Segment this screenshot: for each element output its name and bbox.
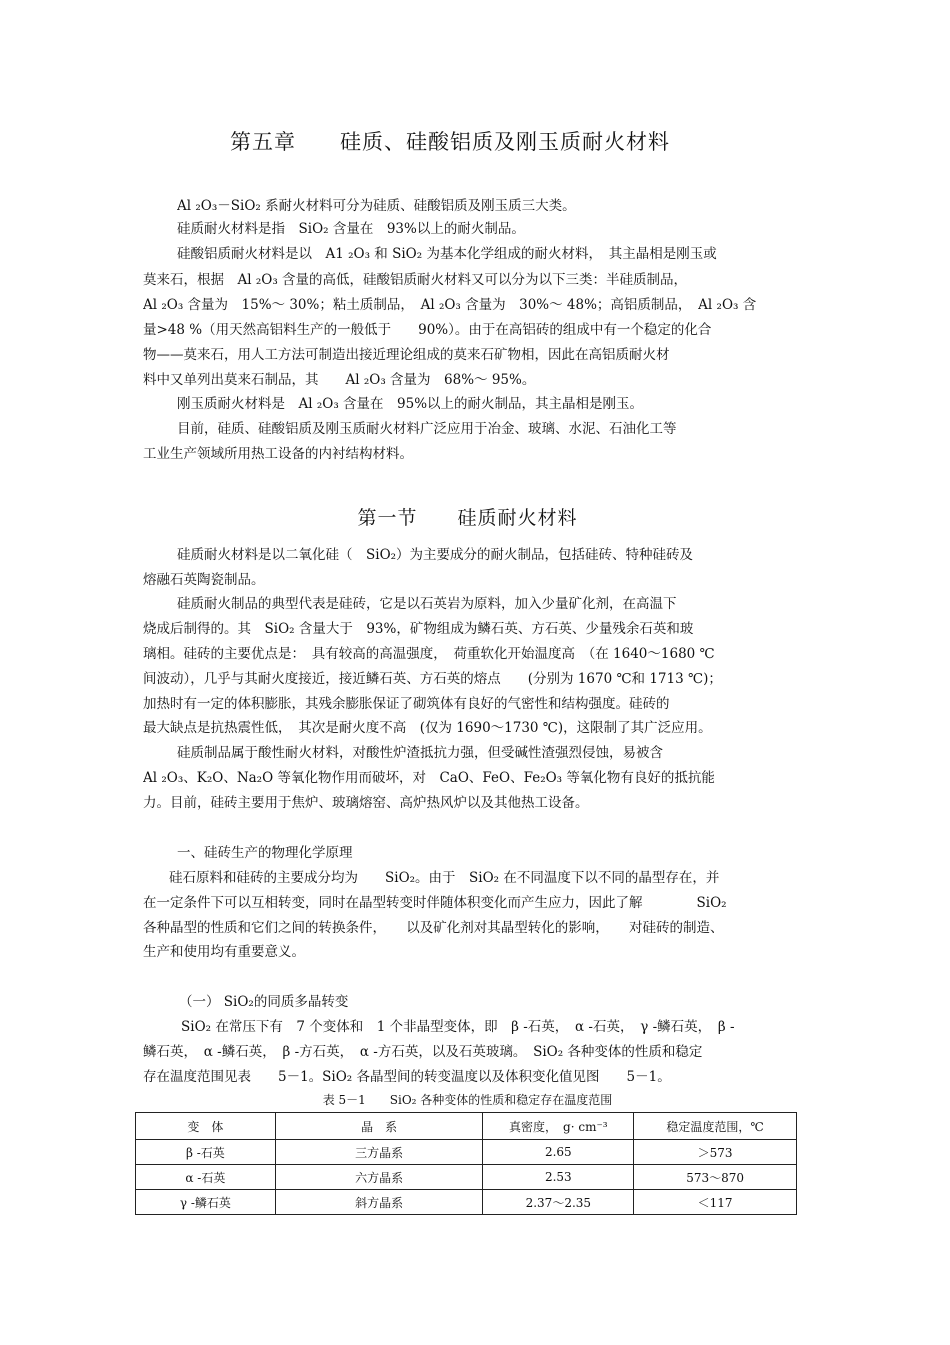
- table-cell: 2.37～2.35: [483, 1190, 634, 1215]
- table-cell: ＞573: [634, 1140, 797, 1165]
- paragraph-line: 料中又单列出莫来石制品，其 Al ₂O₃ 含量为 68%～ 95%。: [143, 372, 536, 388]
- column-header: 稳定温度范围，℃: [634, 1113, 797, 1140]
- paragraph-line: 间波动），几乎与其耐火度接近，接近鳞石英、方石英的熔点 (分别为 1670 ℃和 1713 ℃)；: [143, 671, 722, 687]
- table-cell: γ -鳞石英: [136, 1190, 276, 1215]
- subsection-heading: （一） SiO₂的同质多晶转变: [179, 994, 349, 1010]
- paragraph-line: 硅质耐火制品的典型代表是硅砖，它是以石英岩为原料，加入少量矿化剂，在高温下: [177, 596, 677, 612]
- table-cell: ＜117: [634, 1190, 797, 1215]
- paragraph-line: 最大缺点是抗热震性低， 其次是耐火度不高 (仅为 1690～1730 ℃)，这限制了其广泛应用。: [143, 720, 712, 736]
- column-header: 晶 系: [275, 1113, 483, 1140]
- table-cell: 六方晶系: [275, 1165, 483, 1190]
- paragraph-line: Al ₂O₃－SiO₂ 系耐火材料可分为硅质、硅酸铝质及刚玉质三大类。: [177, 198, 576, 214]
- paragraph-line: 烧成后制得的。其 SiO₂ 含量大于 93%，矿物组成为鳞石英、方石英、少量残余石英和玻: [143, 621, 694, 637]
- paragraph-line: Al ₂O₃ 含量为 15%～ 30%；粘土质制品， Al ₂O₃ 含量为 30%～ 48%；高铝质制品， Al ₂O₃ 含: [143, 297, 757, 313]
- paragraph-line: 物——莫来石，用人工方法可制造出接近理论组成的莫来石矿物相，因此在高铝质耐火材: [143, 347, 670, 363]
- paragraph-line: 目前，硅质、硅酸铝质及刚玉质耐火材料广泛应用于冶金、玻璃、水泥、石油化工等: [177, 421, 677, 437]
- paragraph-line: 生产和使用均有重要意义。: [143, 944, 305, 960]
- table-cell: 2.65: [483, 1140, 634, 1165]
- table-row: [136, 1190, 797, 1215]
- paragraph-line: 璃相。硅砖的主要优点是： 具有较高的高温强度， 荷重软化开始温度高 （在 1640～1680 ℃: [143, 646, 715, 662]
- column-header: 真密度， g· cm⁻³: [483, 1113, 634, 1140]
- paragraph-line: 鳞石英， α -鳞石英， β -方石英， α -方石英，以及石英玻璃。 SiO₂ 各种变体的性质和稳定: [143, 1044, 703, 1060]
- paragraph-line: 硅质耐火材料是以二氧化硅（ SiO₂）为主要成分的耐火制品，包括硅砖、特种硅砖及: [177, 547, 694, 563]
- section-title: 第一节 硅质耐火材料: [357, 507, 578, 529]
- paragraph-line: 力。目前，硅砖主要用于焦炉、玻璃熔窑、高炉热风炉以及其他热工设备。: [143, 795, 589, 811]
- paragraph-line: 工业生产领域所用热工设备的内衬结构材料。: [143, 446, 413, 462]
- paragraph-line: 量>48 %（用天然高铝料生产的一般低于 90%）。由于在高铝砖的组成中有一个稳定的化合: [143, 322, 712, 338]
- paragraph-line: SiO₂ 在常压下有 7 个变体和 1 个非晶型变体，即 β -石英， α -石英， γ -鳞石英， β -: [181, 1019, 735, 1035]
- subsection-heading: 一、硅砖生产的物理化学原理: [177, 845, 353, 861]
- sio2-variants-table: [135, 1112, 797, 1215]
- paragraph-line: 硅酸铝质耐火材料是以 A1 ₂O₃ 和 SiO₂ 为基本化学组成的耐火材料， 其主晶相是刚玉或: [177, 246, 717, 262]
- paragraph-line: 各种晶型的性质和它们之间的转换条件， 以及矿化剂对其晶型转化的影响， 对硅砖的制造、: [143, 920, 724, 936]
- table-header-row: [136, 1113, 797, 1140]
- column-header: 变 体: [136, 1113, 276, 1140]
- table-row: [136, 1165, 797, 1190]
- table-cell: α -石英: [136, 1165, 276, 1190]
- paragraph-line: 加热时有一定的体积膨胀，其残余膨胀保证了砌筑体有良好的气密性和结构强度。硅砖的: [143, 696, 670, 712]
- table-cell: 573～870: [634, 1165, 797, 1190]
- paragraph-line: 硅石原料和硅砖的主要成分均为 SiO₂。由于 SiO₂ 在不同温度下以不同的晶型存在，并: [169, 870, 720, 886]
- table-row: [136, 1140, 797, 1165]
- paragraph-line: 刚玉质耐火材料是 Al ₂O₃ 含量在 95%以上的耐火制品，其主晶相是刚玉。: [177, 396, 644, 412]
- table-caption: 表 5－1 SiO₂ 各种变体的性质和稳定存在温度范围: [322, 1093, 613, 1107]
- paragraph-line: 硅质制品属于酸性耐火材料，对酸性炉渣抵抗力强，但受碱性渣强烈侵蚀，易被含: [177, 745, 663, 761]
- table-cell: β -石英: [136, 1140, 276, 1165]
- table-cell: 2.53: [483, 1165, 634, 1190]
- paragraph-line: 在一定条件下可以互相转变，同时在晶型转变时伴随体积变化而产生应力，因此了解 SiO₂: [143, 895, 727, 911]
- paragraph-line: 硅质耐火材料是指 SiO₂ 含量在 93%以上的耐火制品。: [177, 221, 525, 237]
- paragraph-line: 存在温度范围见表 5－1。SiO₂ 各晶型间的转变温度以及体积变化值见图 5－1。: [143, 1069, 671, 1085]
- table-cell: 三方晶系: [275, 1140, 483, 1165]
- paragraph-line: Al ₂O₃、K₂O、Na₂O 等氧化物作用而破坏，对 CaO、FeO、Fe₂O₃ 等氧化物有良好的抵抗能: [143, 770, 715, 786]
- paragraph-line: 莫来石，根据 Al ₂O₃ 含量的高低，硅酸铝质耐火材料又可以分为以下三类：半硅质制品，: [143, 272, 688, 288]
- paragraph-line: 熔融石英陶瓷制品。: [143, 572, 265, 588]
- table-cell: 斜方晶系: [275, 1190, 483, 1215]
- chapter-title: 第五章 硅质、硅酸铝质及刚玉质耐火材料: [230, 130, 670, 154]
